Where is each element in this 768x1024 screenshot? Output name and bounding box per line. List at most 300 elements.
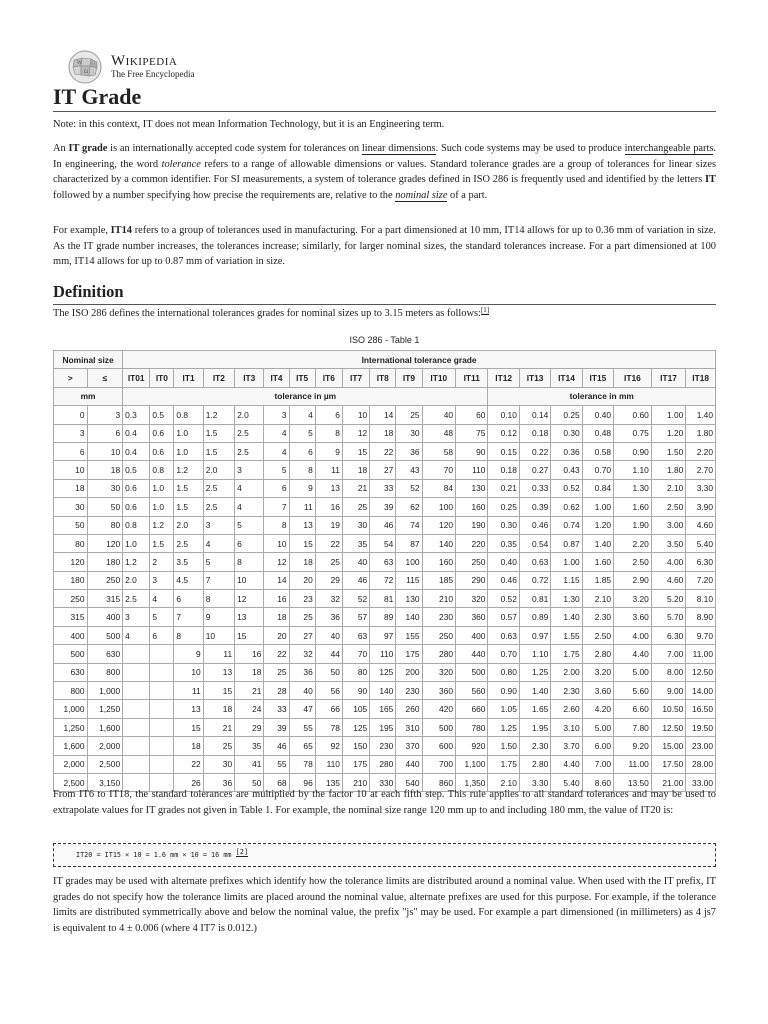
table-cell: 180 xyxy=(54,571,88,589)
table-cell: 0.8 xyxy=(174,406,203,424)
table-cell: 4 xyxy=(264,442,289,460)
svg-text:W: W xyxy=(77,60,83,66)
header-grade: IT3 xyxy=(235,369,264,387)
table-cell: 0.46 xyxy=(519,516,550,534)
table-cell: 230 xyxy=(396,682,422,700)
table-cell: 25 xyxy=(396,406,422,424)
table-cell: 110 xyxy=(456,461,488,479)
wordmark[interactable] xyxy=(111,53,194,80)
table-cell: 2.30 xyxy=(519,737,550,755)
table-cell: 11.00 xyxy=(614,755,652,773)
table-cell: 4.00 xyxy=(651,553,686,571)
table-cell: 44 xyxy=(315,645,342,663)
table-cell: 0.40 xyxy=(582,406,613,424)
table-cell: 230 xyxy=(370,737,396,755)
table-cell: 0.60 xyxy=(614,406,652,424)
table-cell: 400 xyxy=(456,626,488,644)
table-cell: 6 xyxy=(315,406,342,424)
table-cell: 2.5 xyxy=(174,534,203,552)
table-cell: 0.90 xyxy=(614,442,652,460)
table-cell xyxy=(150,718,174,736)
table-cell: 3.10 xyxy=(551,718,582,736)
table-cell: 1.75 xyxy=(488,755,519,773)
table-cell: 1.0 xyxy=(150,479,174,497)
table-cell: 0.35 xyxy=(488,534,519,552)
table-cell: 8 xyxy=(235,553,264,571)
table-cell: 89 xyxy=(370,608,396,626)
table-cell: 18 xyxy=(54,479,88,497)
table-cell: 0.81 xyxy=(519,590,550,608)
extrapolation-paragraph: From IT6 to IT18, the standard tolerances are multiplied by the factor 10 at each fifth step. This rule applies to all standard tolerances and may be used to extrapolate values for IT grades not given in Table 1. For example, the nominal size range 120 mm up to and including 180 mm, the value of IT20 is: xyxy=(53,789,716,816)
table-cell: 2.5 xyxy=(235,442,264,460)
table-cell: 0.39 xyxy=(519,498,550,516)
hatnote: Note: in this context, IT does not mean Information Technology, but it is an Engineering term. xyxy=(53,119,445,130)
table-cell: 10 xyxy=(342,406,369,424)
table-cell: 40 xyxy=(342,553,369,571)
table-cell: 28.00 xyxy=(686,755,716,773)
table-cell: 5 xyxy=(235,516,264,534)
table-cell: 16 xyxy=(315,498,342,516)
wordmark-subtitle: The Free Encyclopedia xyxy=(111,69,195,79)
table-row xyxy=(54,700,716,718)
table-cell: 13 xyxy=(235,608,264,626)
table-cell: 0.48 xyxy=(582,424,613,442)
table-cell: 0.57 xyxy=(488,608,519,626)
table-cell: 2,500 xyxy=(54,773,88,791)
table-cell: 2.20 xyxy=(614,534,652,552)
table-cell: 8.90 xyxy=(686,608,716,626)
table-cell: 0.27 xyxy=(519,461,550,479)
table-cell: 15 xyxy=(203,682,234,700)
table-cell: 3.60 xyxy=(582,682,613,700)
table-cell: 6.30 xyxy=(686,553,716,571)
table-cell: 2.80 xyxy=(582,645,613,663)
table-cell: 315 xyxy=(87,590,123,608)
table-cell: 0.58 xyxy=(582,442,613,460)
table-cell: 2.5 xyxy=(203,498,234,516)
table-cell: 3.90 xyxy=(686,498,716,516)
table-cell: 700 xyxy=(422,755,456,773)
table-cell: 12 xyxy=(264,553,289,571)
table-cell: 9 xyxy=(315,442,342,460)
table-cell: 0.89 xyxy=(519,608,550,626)
table-cell: 0.30 xyxy=(488,516,519,534)
table-cell: 8 xyxy=(174,626,203,644)
link-interchangeable-parts[interactable]: interchangeable parts xyxy=(624,143,714,154)
table-row xyxy=(54,590,716,608)
table-cell: 13.50 xyxy=(614,773,652,791)
table-cell: 12.50 xyxy=(686,663,716,681)
table-cell: 56 xyxy=(315,682,342,700)
table-cell: 0.70 xyxy=(582,461,613,479)
table-cell: 155 xyxy=(396,626,422,644)
table-cell: 5.40 xyxy=(551,773,582,791)
table-cell: 12.50 xyxy=(651,718,686,736)
table-cell: 4 xyxy=(289,406,315,424)
table-cell: 0.36 xyxy=(551,442,582,460)
table-cell: 27 xyxy=(289,626,315,644)
table-cell: 1.80 xyxy=(651,461,686,479)
table-cell: 0.90 xyxy=(488,682,519,700)
header-grade: IT1 xyxy=(174,369,203,387)
table-cell: 1.30 xyxy=(551,590,582,608)
reference-2-link[interactable]: [2] xyxy=(235,847,249,856)
table-caption: ISO 286 - Table 1 xyxy=(349,335,420,345)
wordmark-title: Wikipedia xyxy=(111,53,178,69)
table-cell: 2.50 xyxy=(614,553,652,571)
link-linear-dimensions[interactable]: linear dimensions xyxy=(361,143,436,154)
table-cell: 120 xyxy=(422,516,456,534)
table-cell: 25 xyxy=(315,553,342,571)
table-cell: 30 xyxy=(87,479,123,497)
table-cell: 16.50 xyxy=(686,700,716,718)
table-cell: 30 xyxy=(342,516,369,534)
table-cell: 9 xyxy=(289,479,315,497)
table-cell: 20 xyxy=(264,626,289,644)
table-cell: 18 xyxy=(87,461,123,479)
table-cell: 11 xyxy=(203,645,234,663)
table-cell: 12 xyxy=(342,424,369,442)
table-cell: 2.10 xyxy=(488,773,519,791)
table-cell: 195 xyxy=(370,718,396,736)
table-cell: 13 xyxy=(289,516,315,534)
table-cell: 10.50 xyxy=(651,700,686,718)
table-cell: 310 xyxy=(396,718,422,736)
table-cell: 0.22 xyxy=(519,442,550,460)
table-cell: 36 xyxy=(203,773,234,791)
table-cell: 36 xyxy=(396,442,422,460)
table-cell: 320 xyxy=(456,590,488,608)
table-row xyxy=(54,571,716,589)
header-grade: IT16 xyxy=(614,369,652,387)
table-cell: 29 xyxy=(315,571,342,589)
table-cell: 600 xyxy=(422,737,456,755)
table-cell: 75 xyxy=(456,424,488,442)
table-cell: 18 xyxy=(370,424,396,442)
table-cell: 4.60 xyxy=(651,571,686,589)
table-cell: 63 xyxy=(370,553,396,571)
table-cell: 250 xyxy=(456,553,488,571)
table-cell: 4.5 xyxy=(174,571,203,589)
table-cell: 1.00 xyxy=(551,553,582,571)
table-cell: 2.5 xyxy=(235,424,264,442)
table-cell xyxy=(150,737,174,755)
table-cell: 220 xyxy=(456,534,488,552)
table-cell: 250 xyxy=(87,571,123,589)
table-cell: 0.74 xyxy=(551,516,582,534)
table-cell: 500 xyxy=(456,663,488,681)
header-grade: IT4 xyxy=(264,369,289,387)
table-cell: 52 xyxy=(396,479,422,497)
table-cell: 0.80 xyxy=(488,663,519,681)
table-cell: 2,000 xyxy=(54,755,88,773)
table-cell: 30 xyxy=(203,755,234,773)
table-cell: 25 xyxy=(342,498,369,516)
header-grade: IT15 xyxy=(582,369,613,387)
table-cell: 14.00 xyxy=(686,682,716,700)
table-cell: 2,500 xyxy=(87,755,123,773)
table-cell: 400 xyxy=(54,626,88,644)
table-cell: 630 xyxy=(87,645,123,663)
table-cell: 8 xyxy=(289,461,315,479)
table-cell: 1.60 xyxy=(614,498,652,516)
table-cell: 12 xyxy=(235,590,264,608)
table-row xyxy=(54,645,716,663)
table-cell: 8.00 xyxy=(651,663,686,681)
table-cell: 9 xyxy=(174,645,203,663)
table-cell: 32 xyxy=(315,590,342,608)
table-cell: 3,150 xyxy=(87,773,123,791)
table-cell: 320 xyxy=(422,663,456,681)
table-cell: 4.00 xyxy=(614,626,652,644)
table-cell: 6 xyxy=(235,534,264,552)
table-row xyxy=(54,479,716,497)
table-cell: 8.60 xyxy=(582,773,613,791)
header-grade: IT11 xyxy=(456,369,488,387)
table-cell: 5 xyxy=(264,461,289,479)
table-cell: 1.40 xyxy=(686,406,716,424)
table-cell: 8 xyxy=(203,590,234,608)
table-cell: 0.62 xyxy=(551,498,582,516)
table-cell: 6.30 xyxy=(651,626,686,644)
table-cell: 70 xyxy=(342,645,369,663)
table-cell: 84 xyxy=(422,479,456,497)
table-cell: 135 xyxy=(315,773,342,791)
table-cell: 14 xyxy=(264,571,289,589)
table-cell: 39 xyxy=(264,718,289,736)
header-grade: IT0 xyxy=(150,369,174,387)
header-grade: IT18 xyxy=(686,369,716,387)
table-cell: 62 xyxy=(396,498,422,516)
table-cell: 1.25 xyxy=(519,663,550,681)
table-cell: 7 xyxy=(264,498,289,516)
table-cell: 0.3 xyxy=(123,406,150,424)
puzzle-globe-icon[interactable] xyxy=(68,50,102,84)
table-cell: 140 xyxy=(370,682,396,700)
table-cell: 330 xyxy=(370,773,396,791)
table-cell: 280 xyxy=(370,755,396,773)
table-row xyxy=(54,608,716,626)
table-cell: 5.20 xyxy=(651,590,686,608)
table-cell: 125 xyxy=(370,663,396,681)
table-cell: 1.40 xyxy=(582,534,613,552)
table-header-row xyxy=(54,351,716,369)
table-cell: 1,000 xyxy=(54,700,88,718)
table-cell: 21 xyxy=(203,718,234,736)
table-cell: 80 xyxy=(342,663,369,681)
table-cell: 30 xyxy=(54,498,88,516)
table-cell: 6 xyxy=(264,479,289,497)
table-cell: 1.65 xyxy=(519,700,550,718)
table-cell: 9.20 xyxy=(614,737,652,755)
section-heading-definition: Definition xyxy=(53,282,716,305)
table-cell: 9.70 xyxy=(686,626,716,644)
table-cell: 22 xyxy=(370,442,396,460)
table-cell: 1,350 xyxy=(456,773,488,791)
table-cell: 15 xyxy=(289,534,315,552)
intro-paragraph: An IT grade is an internationally accepted code system for tolerances on linear dimensions. Such code systems may be used to produce interchangeable parts. In engineering, the word tolerance refers to a range of allowable dimensions or values. Standard tolerance grades are a group of tolerances for linear sizes characterized by a common identifier. For SI measurements, a system of tolerance grades defined in ISO 286 is frequently used and identified by the letters IT followed by a number specifying how precise the requirements are, relative to the nominal size of a part. xyxy=(53,143,716,201)
table-cell: 0.6 xyxy=(123,498,150,516)
table-cell: 29 xyxy=(235,718,264,736)
table-cell: 3.70 xyxy=(551,737,582,755)
table-cell: 3 xyxy=(235,461,264,479)
table-cell: 210 xyxy=(342,773,369,791)
table-cell: 74 xyxy=(396,516,422,534)
table-cell: 33.00 xyxy=(686,773,716,791)
table-cell: 0.4 xyxy=(123,442,150,460)
table-cell: 150 xyxy=(342,737,369,755)
table-cell: 0.30 xyxy=(551,424,582,442)
table-cell: 5 xyxy=(203,553,234,571)
table-cell: 15.00 xyxy=(651,737,686,755)
table-cell: 96 xyxy=(289,773,315,791)
table-cell: 2.00 xyxy=(551,663,582,681)
table-cell: 47 xyxy=(289,700,315,718)
table-cell: 10 xyxy=(235,571,264,589)
table-row xyxy=(54,516,716,534)
header-tolerance-mm: tolerance in mm xyxy=(488,387,716,405)
link-nominal-size[interactable]: nominal size xyxy=(395,189,448,201)
header-gt: > xyxy=(54,369,88,387)
table-cell: 175 xyxy=(396,645,422,663)
table-cell: 3.50 xyxy=(651,534,686,552)
table-cell: 800 xyxy=(87,663,123,681)
table-cell: 16 xyxy=(264,590,289,608)
table-cell: 21 xyxy=(235,682,264,700)
table-cell: 57 xyxy=(342,608,369,626)
table-cell: 0.63 xyxy=(519,553,550,571)
table-cell: 1.0 xyxy=(123,534,150,552)
table-cell: 1,000 xyxy=(87,682,123,700)
header-mm: mm xyxy=(54,387,123,405)
table-cell: 1,250 xyxy=(54,718,88,736)
table-cell: 78 xyxy=(315,718,342,736)
table-cell: 15 xyxy=(235,626,264,644)
table-cell: 3.00 xyxy=(651,516,686,534)
table-cell: 10 xyxy=(87,442,123,460)
table-cell: 0.40 xyxy=(488,553,519,571)
table-cell xyxy=(123,737,150,755)
table-cell: 360 xyxy=(456,608,488,626)
table-row xyxy=(54,553,716,571)
page-title: IT Grade xyxy=(53,84,716,112)
table-cell: 250 xyxy=(54,590,88,608)
reference-1-link[interactable]: [1] xyxy=(480,305,490,314)
table-cell: 260 xyxy=(396,700,422,718)
header-grade: IT6 xyxy=(315,369,342,387)
table-cell: 4.40 xyxy=(614,645,652,663)
table-cell: 1.5 xyxy=(174,498,203,516)
table-row xyxy=(54,406,716,424)
table-cell: 500 xyxy=(54,645,88,663)
table-cell: 2.50 xyxy=(582,626,613,644)
table-cell: 5.40 xyxy=(686,534,716,552)
header-grade: IT2 xyxy=(203,369,234,387)
table-cell: 60 xyxy=(456,406,488,424)
table-row xyxy=(54,663,716,681)
table-cell: 1.40 xyxy=(519,682,550,700)
table-cell: 2.5 xyxy=(123,590,150,608)
table-cell: 18 xyxy=(342,461,369,479)
table-cell: 0.52 xyxy=(488,590,519,608)
table-cell: 25 xyxy=(203,737,234,755)
table-cell: 0.14 xyxy=(519,406,550,424)
table-cell: 500 xyxy=(422,718,456,736)
table-cell: 3 xyxy=(123,608,150,626)
table-cell: 3 xyxy=(54,424,88,442)
table-cell: 55 xyxy=(289,718,315,736)
table-cell: 28 xyxy=(264,682,289,700)
header-grade: IT13 xyxy=(519,369,550,387)
table-cell: 7.00 xyxy=(651,645,686,663)
header-grade: IT5 xyxy=(289,369,315,387)
table-cell: 2.30 xyxy=(551,682,582,700)
table-cell: 3 xyxy=(150,571,174,589)
table-cell: 5 xyxy=(150,608,174,626)
table-cell: 3.5 xyxy=(174,553,203,571)
table-cell: 1.90 xyxy=(614,516,652,534)
table-cell: 0.5 xyxy=(150,406,174,424)
table-cell: 7.00 xyxy=(582,755,613,773)
svg-text:Ω: Ω xyxy=(84,69,89,75)
table-cell: 1.40 xyxy=(551,608,582,626)
table-cell: 6 xyxy=(150,626,174,644)
table-cell xyxy=(150,645,174,663)
table-cell: 3 xyxy=(203,516,234,534)
table-cell: 3.20 xyxy=(582,663,613,681)
table-cell: 90 xyxy=(342,682,369,700)
table-cell: 80 xyxy=(87,516,123,534)
table-cell: 6.00 xyxy=(582,737,613,755)
table-cell: 90 xyxy=(456,442,488,460)
table-cell: 800 xyxy=(54,682,88,700)
header-intl-grade: International tolerance grade xyxy=(123,351,716,369)
table-cell: 0.63 xyxy=(488,626,519,644)
table-cell: 660 xyxy=(456,700,488,718)
table-cell: 15 xyxy=(342,442,369,460)
table-cell: 290 xyxy=(456,571,488,589)
example-paragraph: For example, IT14 refers to a group of tolerances used in manufacturing. For a part dimensioned at 10 mm, IT14 allows for up to 0.36 mm of variation in size. As the IT grade number increases, the tolerances increase; similarly, for larger nominal sizes, the standard tolerances increase. For a part dimensioned at 100 mm, IT14 allows for up to 0.87 mm of variation in size. xyxy=(53,225,716,268)
table-row xyxy=(54,442,716,460)
table-cell: 2.30 xyxy=(582,608,613,626)
table-cell: 0.43 xyxy=(551,461,582,479)
table-cell: 63 xyxy=(342,626,369,644)
table-cell: 4.20 xyxy=(582,700,613,718)
table-cell: 2.5 xyxy=(203,479,234,497)
table-cell xyxy=(123,755,150,773)
table-cell: 4 xyxy=(264,424,289,442)
table-body xyxy=(54,406,716,792)
table-row xyxy=(54,626,716,644)
table-cell xyxy=(123,663,150,681)
table-cell: 1.50 xyxy=(651,442,686,460)
header-nominal-size: Nominal size xyxy=(54,351,123,369)
table-cell: 35 xyxy=(342,534,369,552)
table-cell: 440 xyxy=(396,755,422,773)
prefixes-paragraph: IT grades may be used with alternate prefixes which identify how the tolerance limits are distributed around a nominal value. When used with the IT prefix, IT grades do not specify how the tolerance limits are placed around the nominal value, alternate prefixes are used for this purpose. For example, if the tolerance limits are distributed symmetrically above and below the nominal value, the prefix "js" may be used. For example a part dimensioned (in millimeters) as 4 js7 is equivalent to 4 ± 0.006 (where 4 IT7 is 0.012.) xyxy=(53,876,716,934)
table-cell: 200 xyxy=(396,663,422,681)
table-cell: 0.97 xyxy=(519,626,550,644)
table-cell: 7 xyxy=(174,608,203,626)
table-cell: 10 xyxy=(54,461,88,479)
table-cell: 2,000 xyxy=(87,737,123,755)
table-cell: 18 xyxy=(264,608,289,626)
table-cell: 6.60 xyxy=(614,700,652,718)
table-cell: 8 xyxy=(315,424,342,442)
table-cell: 0.21 xyxy=(488,479,519,497)
definition-paragraph: The ISO 286 defines the international tolerances grades for nominal sizes up to 3.15 meters as follows:[1] xyxy=(53,305,490,319)
table-cell: 1.5 xyxy=(150,534,174,552)
